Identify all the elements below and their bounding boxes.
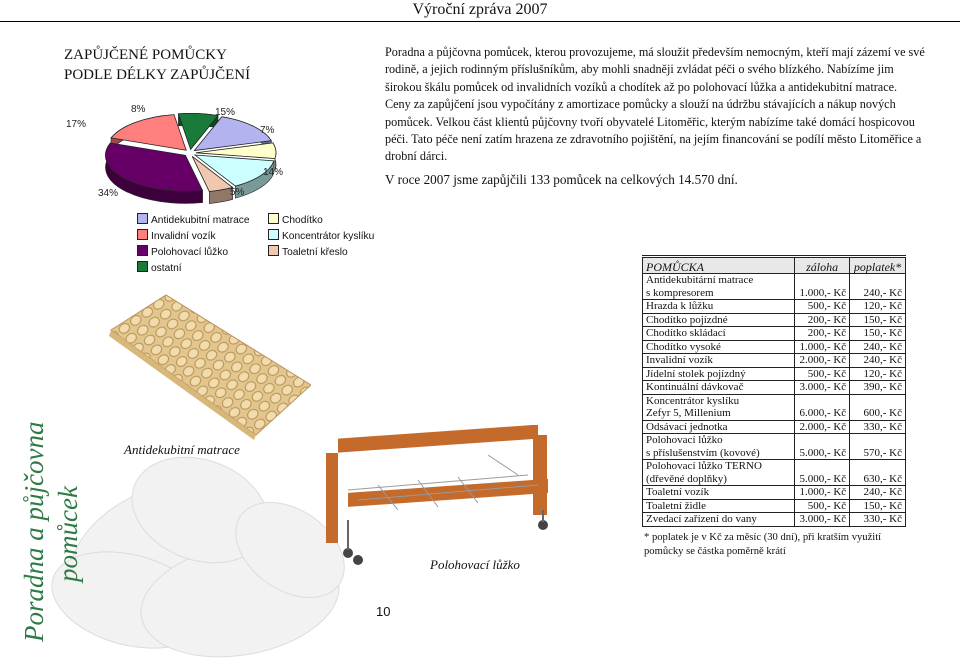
pie-chart <box>60 95 380 210</box>
table-cell-fee: 330,- Kč <box>850 420 906 434</box>
table-row <box>643 274 906 300</box>
pie-label-7: 7% <box>260 125 275 136</box>
legend-swatch <box>137 229 148 240</box>
table-cell-deposit: 200,- Kč <box>795 313 850 327</box>
pie-slices <box>105 113 276 203</box>
header-deposit: záloha <box>795 257 850 274</box>
table-row <box>643 354 906 368</box>
table-row <box>643 340 906 354</box>
price-table-body <box>643 274 906 527</box>
antidecubitus-mattress-image <box>106 290 311 440</box>
table-cell-fee: 330,- Kč <box>850 513 906 527</box>
table-cell-deposit: 3.000,- Kč <box>795 381 850 395</box>
table-cell-deposit: 5.000,- Kč <box>795 434 850 460</box>
table-row <box>643 513 906 527</box>
legend-item-ostatni: ostatní <box>137 261 182 275</box>
table-cell-deposit: 5.000,- Kč <box>795 460 850 486</box>
table-cell-fee: 120,- Kč <box>850 367 906 381</box>
legend-swatch <box>137 245 148 256</box>
table-row <box>643 420 906 434</box>
table-cell-fee: 150,- Kč <box>850 499 906 513</box>
legend-item-invalidni: Invalidní vozík <box>137 229 216 243</box>
table-row <box>643 327 906 341</box>
table-cell-deposit: 200,- Kč <box>795 327 850 341</box>
legend-swatch <box>137 261 148 272</box>
header-rule <box>0 21 960 22</box>
pie-label-5: 5% <box>230 187 245 198</box>
pie-label-14: 14% <box>263 167 284 178</box>
table-cell-deposit: 500,- Kč <box>795 367 850 381</box>
page-number: 10 <box>376 604 391 619</box>
pie-label-8: 8% <box>131 104 146 115</box>
table-cell-fee: 600,- Kč <box>850 394 906 420</box>
table-cell-item: Toaletní židle <box>643 499 795 513</box>
legend-item-koncentrator: Koncentrátor kyslíku <box>268 229 374 243</box>
table-cell-fee: 240,- Kč <box>850 274 906 300</box>
pie-label-34: 34% <box>98 188 119 199</box>
caption-mattress: Antidekubitní matrace <box>124 442 240 457</box>
price-table-header <box>643 257 906 274</box>
table-cell-deposit: 3.000,- Kč <box>795 513 850 527</box>
legend-item-toaletni: Toaletní křeslo <box>268 245 348 259</box>
legend-swatch <box>268 213 279 224</box>
table-footnote: * poplatek je v Kč za měsíc (30 dní), při kratším využití pomůcky se částka poměrně krátí <box>644 532 882 557</box>
table-cell-item: Polohovací lůžko TERNO (dřevěné doplňky) <box>643 460 795 486</box>
table-row <box>643 486 906 500</box>
table-cell-fee: 240,- Kč <box>850 486 906 500</box>
side-title-line1: Poradna a půjčovna <box>19 421 49 642</box>
table-cell-deposit: 6.000,- Kč <box>795 394 850 420</box>
table-row <box>643 367 906 381</box>
legend-swatch <box>137 213 148 224</box>
table-cell-fee: 570,- Kč <box>850 434 906 460</box>
legend-item-polohovaci: Polohovací lůžko <box>137 245 228 259</box>
table-cell-deposit: 1.000,- Kč <box>795 274 850 300</box>
table-cell-fee: 630,- Kč <box>850 460 906 486</box>
table-cell-deposit: 500,- Kč <box>795 300 850 314</box>
table-cell-fee: 150,- Kč <box>850 327 906 341</box>
table-cell-item: Chodítko skládací <box>643 327 795 341</box>
table-cell-item: Hrazda k lůžku <box>643 300 795 314</box>
table-cell-item: Toaletní vozík <box>643 486 795 500</box>
table-cell-deposit: 1.000,- Kč <box>795 340 850 354</box>
table-cell-fee: 390,- Kč <box>850 381 906 395</box>
table-row <box>643 460 906 486</box>
pie-label-17: 17% <box>66 119 87 130</box>
price-table <box>642 255 906 527</box>
legend-swatch <box>268 229 279 240</box>
table-row <box>643 499 906 513</box>
table-cell-deposit: 1.000,- Kč <box>795 486 850 500</box>
summary-text: V roce 2007 jsme zapůjčili 133 pomůcek na celkových 14.570 dní. <box>385 172 738 187</box>
report-header-title: Výroční zpráva 2007 <box>412 1 548 18</box>
table-cell-item: Jídelní stolek pojízdný <box>643 367 795 381</box>
table-cell-fee: 240,- Kč <box>850 340 906 354</box>
table-row <box>643 434 906 460</box>
table-cell-item: Polohovací lůžko s příslušenstvím (kovové) <box>643 434 795 460</box>
table-row <box>643 394 906 420</box>
table-cell-deposit: 2.000,- Kč <box>795 354 850 368</box>
intro-paragraph: Poradna a půjčovna pomůcek, kterou provozujeme, má sloužit především nemocným, kteří mají zázemí ve své rodině, a jejich rodinným příslušníkům, aby mohli snadněji zvládat péči o svého blízkého. Nabízíme jim širokou škálu pomůcek od invalidních vozíků a chodítek až po polohovací lůžka a antidekubitní matrace. Ceny za zapůjčení jsou vypočítány z amortizace pomůcky a slouží na údržbu stávajících a nákup nových pomůcek. Velkou část klientů půjčovny tvoří obyvatelé Litoměřic, kterým nabízíme také domácí hospicovou péči. Tato péče není zatím hrazena ze zdravotního pojištění, na jejím financování se podílí město Litoměřice a drobní dárci. <box>385 45 925 164</box>
pie-label-15: 15% <box>215 107 236 118</box>
table-cell-item: Chodítko vysoké <box>643 340 795 354</box>
caption-bed: Polohovací lůžko <box>430 557 520 572</box>
table-cell-item: Invalidní vozík <box>643 354 795 368</box>
table-cell-deposit: 500,- Kč <box>795 499 850 513</box>
pie-chart-svg <box>60 95 380 210</box>
legend-item-antidekubitni: Antidekubitní matrace <box>137 213 250 227</box>
header-fee: poplatek* <box>850 257 906 274</box>
table-cell-item: Koncentrátor kyslíku Zefyr 5, Millenium <box>643 394 795 420</box>
table-row <box>643 300 906 314</box>
legend-swatch <box>268 245 279 256</box>
table-cell-fee: 240,- Kč <box>850 354 906 368</box>
table-cell-fee: 120,- Kč <box>850 300 906 314</box>
header-item: POMŮCKA <box>643 257 795 274</box>
table-cell-fee: 150,- Kč <box>850 313 906 327</box>
chart-title <box>64 45 250 85</box>
table-cell-item: Antidekubitární matrace s kompresorem <box>643 274 795 300</box>
table-cell-deposit: 2.000,- Kč <box>795 420 850 434</box>
table-row <box>643 313 906 327</box>
side-vertical-title <box>6 410 86 650</box>
table-cell-item: Kontinuální dávkovač <box>643 381 795 395</box>
chart-title-line1: ZAPŮJČENÉ POMŮCKY <box>64 47 227 63</box>
side-title-line2: pomůcek <box>53 486 83 582</box>
legend-item-chodítko: Chodítko <box>268 213 323 227</box>
chart-title-line2: PODLE DÉLKY ZAPŮJČENÍ <box>64 67 251 83</box>
table-cell-item: Zvedací zařízení do vany <box>643 513 795 527</box>
table-cell-item: Chodítko pojízdné <box>643 313 795 327</box>
table-cell-item: Odsávací jednotka <box>643 420 795 434</box>
table-row <box>643 381 906 395</box>
